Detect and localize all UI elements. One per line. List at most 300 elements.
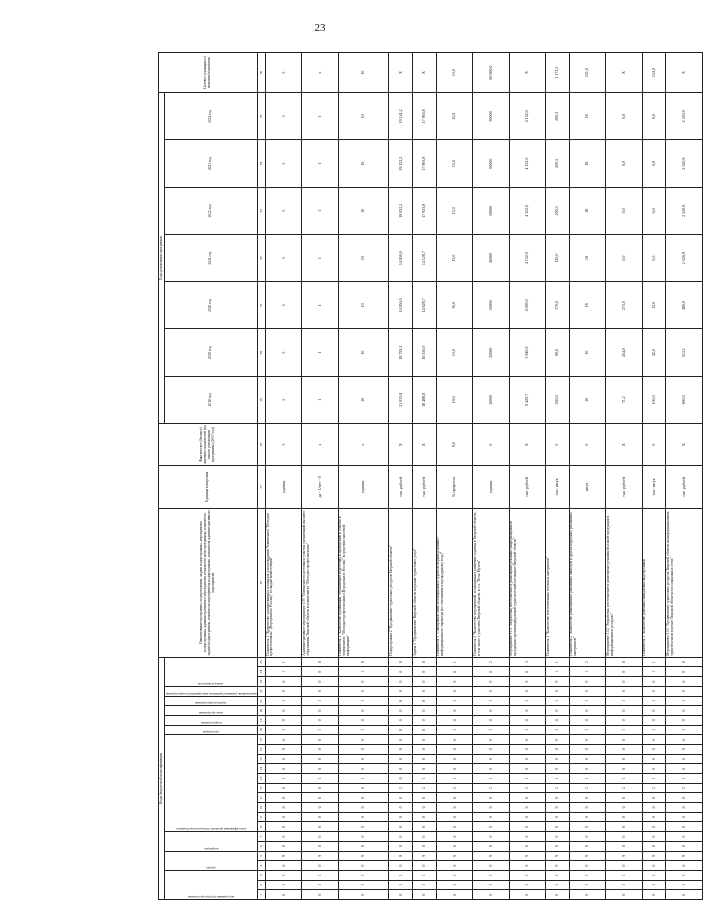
column-index-cell: 26 xyxy=(257,508,265,657)
year-value-cell: 4 152,0 xyxy=(509,140,545,187)
code-cell: 0 xyxy=(302,832,338,842)
year-value-cell: 10 xyxy=(338,376,388,423)
column-index-cell: 33 xyxy=(257,187,265,234)
code-cell: 1 xyxy=(545,774,569,784)
code-cell: 0 xyxy=(266,822,302,832)
code-cell: 1 xyxy=(606,870,642,880)
base-value-cell: 0 xyxy=(545,423,569,465)
code-cell: 0 xyxy=(338,822,388,832)
header-section: раздел xyxy=(164,851,257,870)
code-cell: 9 xyxy=(545,851,569,861)
code-cell: 0 xyxy=(266,793,302,803)
code-cell: 0 xyxy=(338,793,388,803)
table-row xyxy=(666,53,703,900)
code-cell: 0 xyxy=(389,832,413,842)
column-index-cell: 14 xyxy=(257,764,265,774)
code-cell: 2 xyxy=(642,783,666,793)
code-cell: 0 xyxy=(266,832,302,842)
code-cell: 0 xyxy=(338,745,388,755)
code-cell: 0 xyxy=(509,841,545,851)
code-cell: 0 xyxy=(389,861,413,871)
code-cell: 0 xyxy=(666,667,703,677)
code-cell: 0 xyxy=(302,677,338,687)
code-cell: 0 xyxy=(302,803,338,813)
code-cell: 0 xyxy=(606,793,642,803)
code-cell: 0 xyxy=(666,657,703,667)
indicator-name-cell: Показатель 1 "Количество организованных площадок для проведения Чемпионата "Молодые профессионалы" (Ворлдскиллс Россия)" по видам компетенций" xyxy=(266,508,302,657)
indicator-name-cell: Мероприятие 1.01 "Разработка, изготовление и размещение рекламно-информационной продукции, пропагандирующей туристический потенциал Тверской области" xyxy=(509,508,545,657)
year-value-cell: 60000 xyxy=(473,93,509,140)
header-year-2018: 2018 год xyxy=(164,376,257,423)
code-cell: 0 xyxy=(606,677,642,687)
code-cell: 0 xyxy=(302,793,338,803)
code-cell: 0 xyxy=(473,715,509,725)
code-cell: 1 xyxy=(338,725,388,735)
code-cell: 0 xyxy=(606,754,642,764)
code-cell: 2 xyxy=(666,783,703,793)
code-cell: 0 xyxy=(642,803,666,813)
header-subsection: подраздел xyxy=(164,832,257,851)
code-cell: 1 xyxy=(436,696,472,706)
indicator-name-cell: Показатель 1 "Количество рекламно-имиджевых видеороликов" xyxy=(642,508,666,657)
code-cell: 0 xyxy=(545,677,569,687)
header-goal: цель программы xyxy=(164,706,257,716)
code-cell: 0 xyxy=(642,686,666,696)
code-cell: 0 xyxy=(413,861,437,871)
code-cell: 0 xyxy=(338,706,388,716)
code-cell: 0 xyxy=(606,832,642,842)
code-cell: 0 xyxy=(389,735,413,745)
code-cell: 1 xyxy=(302,880,338,890)
year-value-cell: 1 xyxy=(302,187,338,234)
column-index-cell: 2 xyxy=(257,880,265,890)
year-value-cell: 10 xyxy=(338,140,388,187)
code-cell: 0 xyxy=(413,686,437,696)
code-cell: 0 xyxy=(266,803,302,813)
code-cell: 0 xyxy=(569,803,605,813)
year-value-cell: 2 520,9 xyxy=(666,93,703,140)
code-cell: 0 xyxy=(642,822,666,832)
code-cell: 9 xyxy=(666,851,703,861)
code-cell: 0 xyxy=(302,706,338,716)
code-cell: 0 xyxy=(302,715,338,725)
year-value-cell: 17 963,8 xyxy=(413,93,437,140)
header-year-2019: 2019 год xyxy=(164,329,257,376)
code-cell: 0 xyxy=(389,686,413,696)
code-cell: 1 xyxy=(436,880,472,890)
code-cell: 0 xyxy=(338,754,388,764)
code-cell: 0 xyxy=(436,715,472,725)
code-cell: 0 xyxy=(606,745,642,755)
code-cell: 0 xyxy=(642,745,666,755)
code-cell: 0 xyxy=(606,764,642,774)
column-index-cell: 29 xyxy=(257,376,265,423)
code-cell: 0 xyxy=(302,754,338,764)
code-cell: 0 xyxy=(302,812,338,822)
code-cell: 0 xyxy=(569,793,605,803)
code-cell: 1 xyxy=(266,774,302,784)
code-cell: 0 xyxy=(473,861,509,871)
year-value-cell: 170,0 xyxy=(545,282,569,329)
code-cell: 0 xyxy=(473,677,509,687)
year-value-cell: 10 xyxy=(338,282,388,329)
column-index-cell: 25 xyxy=(257,657,265,667)
code-cell: 1 xyxy=(569,725,605,735)
year-value-cell: 200,3 xyxy=(545,187,569,234)
code-cell: 1 xyxy=(389,880,413,890)
header-admin-code: код администратора программы xyxy=(164,870,257,899)
code-cell: 0 xyxy=(545,735,569,745)
result-cell: Х xyxy=(509,53,545,93)
code-cell: 0 xyxy=(509,677,545,687)
year-value-cell: 0,0 xyxy=(642,140,666,187)
code-cell: 0 xyxy=(266,890,302,900)
code-cell: 1 xyxy=(666,880,703,890)
code-cell: 0 xyxy=(436,764,472,774)
code-cell: 0 xyxy=(302,686,338,696)
column-index-cell: 16 xyxy=(257,745,265,755)
unit-cell: % прироста xyxy=(436,466,472,508)
code-cell: 0 xyxy=(266,715,302,725)
year-value-cell: 10 xyxy=(338,187,388,234)
code-cell: 1 xyxy=(569,870,605,880)
year-value-cell: 0,0 xyxy=(606,93,642,140)
code-cell: 0 xyxy=(302,861,338,871)
code-cell: 1 xyxy=(266,667,302,677)
code-cell: 1 xyxy=(545,870,569,880)
code-cell: 0 xyxy=(509,822,545,832)
result-cell: 60 000,0 xyxy=(473,53,509,93)
code-cell: 0 xyxy=(302,735,338,745)
table-row xyxy=(413,53,437,900)
base-value-cell: Х xyxy=(666,423,703,465)
column-index-cell: 11 xyxy=(257,793,265,803)
code-cell: 0 xyxy=(666,686,703,696)
year-value-cell: 4 152,0 xyxy=(509,187,545,234)
year-value-cell: 19 122,2 xyxy=(389,140,413,187)
code-cell: 0 xyxy=(473,793,509,803)
year-value-cell: 12,0 xyxy=(642,282,666,329)
code-cell: 0 xyxy=(413,696,437,706)
header-subprogram: подпрограмма xyxy=(164,715,257,725)
result-cell: Х xyxy=(413,53,437,93)
year-value-cell: 0,0 xyxy=(642,187,666,234)
code-cell: 0 xyxy=(338,832,388,842)
table-row xyxy=(389,53,413,900)
code-cell: 0 xyxy=(509,764,545,774)
year-value-cell: 2 520,9 xyxy=(666,187,703,234)
code-cell: 1 xyxy=(509,725,545,735)
code-cell: 2 xyxy=(436,783,472,793)
code-cell: 1 xyxy=(338,696,388,706)
code-cell: 1 xyxy=(569,774,605,784)
code-cell: 0 xyxy=(666,706,703,716)
code-cell: 0 xyxy=(545,861,569,871)
code-cell: 0 xyxy=(413,667,437,677)
code-cell: 9 xyxy=(473,851,509,861)
year-value-cell: 15,0 xyxy=(436,93,472,140)
code-cell: 0 xyxy=(509,745,545,755)
column-index-cell: 18 xyxy=(257,725,265,735)
code-cell: 1 xyxy=(266,657,302,667)
code-cell: 0 xyxy=(473,667,509,677)
column-index-cell: 35 xyxy=(257,93,265,140)
code-cell: 0 xyxy=(338,657,388,667)
year-value-cell: 120,0 xyxy=(545,234,569,281)
code-cell: 0 xyxy=(436,841,472,851)
code-cell: 0 xyxy=(666,861,703,871)
code-cell: 0 xyxy=(389,803,413,813)
column-index-cell: 8 xyxy=(257,822,265,832)
column-index-cell: 17 xyxy=(257,735,265,745)
code-cell: 0 xyxy=(389,841,413,851)
indicator-name-cell: Мероприятие 1.03 "Продвижение туристских ресурсов Тверской области на информационном туристическом портале Тверской области и в социальных сетях" xyxy=(666,508,703,657)
code-cell: 0 xyxy=(389,696,413,706)
header-task: задача подпрограммы xyxy=(164,696,257,706)
code-cell: 9 xyxy=(302,851,338,861)
code-cell: 0 xyxy=(473,735,509,745)
code-cell: 1 xyxy=(338,880,388,890)
column-index-cell: 23 xyxy=(257,677,265,687)
base-value-cell: 9,0 xyxy=(436,423,472,465)
code-cell: 0 xyxy=(338,783,388,793)
year-value-cell: 20000 xyxy=(473,329,509,376)
table-row xyxy=(338,53,388,900)
code-cell: 0 xyxy=(436,803,472,813)
code-cell: 0 xyxy=(389,793,413,803)
code-cell: 0 xyxy=(389,890,413,900)
code-cell: 0 xyxy=(606,861,642,871)
code-cell: 0 xyxy=(413,677,437,687)
code-cell: 0 xyxy=(338,812,388,822)
indicator-name-cell: Задача 1 "Продвижение Тверской области на рынке туристских услуг" xyxy=(413,508,437,657)
header-unit: Единица измерения xyxy=(159,466,258,508)
year-value-cell: 100,0 xyxy=(642,376,666,423)
year-value-cell: 17 963,8 xyxy=(413,140,437,187)
table-row xyxy=(642,53,666,900)
unit-cell: тыс. рублей xyxy=(413,466,437,508)
base-value-cell: Х xyxy=(606,423,642,465)
code-cell: 9 xyxy=(338,851,388,861)
year-value-cell: 480,0 xyxy=(666,282,703,329)
code-cell: 0 xyxy=(666,890,703,900)
code-cell: 0 xyxy=(569,686,605,696)
year-value-cell: 14 850,0 xyxy=(389,234,413,281)
code-cell: 0 xyxy=(413,890,437,900)
code-cell: 0 xyxy=(666,754,703,764)
code-cell: 0 xyxy=(569,861,605,871)
code-cell: 0 xyxy=(569,715,605,725)
unit-cell: тыс. рублей xyxy=(666,466,703,508)
code-cell: 0 xyxy=(642,735,666,745)
header-target-article: классификация целевой статьи расхода бюджета xyxy=(164,735,257,832)
code-cell: 1 xyxy=(545,667,569,677)
code-cell: 0 xyxy=(545,764,569,774)
code-cell: 0 xyxy=(389,812,413,822)
code-cell: 9 xyxy=(389,851,413,861)
column-index-row xyxy=(257,53,265,900)
code-cell: 0 xyxy=(666,812,703,822)
year-value-cell: 71,2 xyxy=(606,376,642,423)
year-value-cell: 5 xyxy=(266,376,302,423)
code-cell: 0 xyxy=(666,803,703,813)
column-index-cell: 22 xyxy=(257,686,265,696)
code-cell: 0 xyxy=(642,890,666,900)
code-cell: 1 xyxy=(642,657,666,667)
code-cell: 9 xyxy=(642,851,666,861)
header-name: Наименование программы, подпрограммы, задачи подпрограммы, мероприятия подпрограммы, административного мероприятия, показателя цели программы, показателя задачи подпрограммы, показателя мероприятия подпрограммы, показателя административного мероприятия xyxy=(159,508,258,657)
code-cell: 0 xyxy=(413,715,437,725)
year-value-cell: 5 xyxy=(266,329,302,376)
indicator-name-cell: Подпрограмма 2 "Продвижение туристских ресурсов Тверской области" xyxy=(389,508,413,657)
code-cell: 0 xyxy=(338,890,388,900)
header-indicator-number: номер показателя xyxy=(164,657,257,686)
code-cell: 0 xyxy=(509,803,545,813)
code-cell: 0 xyxy=(666,832,703,842)
code-cell: 0 xyxy=(338,715,388,725)
header-year-2024: 2024 год xyxy=(164,93,257,140)
code-cell: 0 xyxy=(569,735,605,745)
code-cell: 1 xyxy=(338,870,388,880)
code-cell: 1 xyxy=(413,774,437,784)
unit-cell: тыс. штук xyxy=(642,466,666,508)
year-value-cell: 200,3 xyxy=(545,140,569,187)
code-cell: 0 xyxy=(545,745,569,755)
code-cell: 0 xyxy=(436,812,472,822)
code-cell: 0 xyxy=(413,657,437,667)
code-cell: 0 xyxy=(666,735,703,745)
code-cell: 1 xyxy=(473,774,509,784)
code-cell: 2 xyxy=(569,657,605,667)
year-value-cell: 17 953,8 xyxy=(413,187,437,234)
code-cell: 1 xyxy=(545,657,569,667)
code-cell: 0 xyxy=(473,764,509,774)
header-years: Годы реализации программы xyxy=(159,93,165,424)
code-cell: 0 xyxy=(436,667,472,677)
code-cell: 0 xyxy=(642,832,666,842)
unit-cell: тыс. рублей xyxy=(389,466,413,508)
year-value-cell: 454,0 xyxy=(606,329,642,376)
indicator-name-cell: Показатель 1 "Количество публикаций, отражающих подготовку к проведению и участие в чемпионатах "Молодые профессионалы (Ворлдскиллс Россия)" в средствах массовой информации" xyxy=(338,508,388,657)
code-cell: 0 xyxy=(436,706,472,716)
code-cell: 0 xyxy=(642,706,666,716)
code-cell: 1 xyxy=(666,774,703,784)
code-cell: 0 xyxy=(302,745,338,755)
code-cell: 1 xyxy=(302,696,338,706)
code-cell: 0 xyxy=(266,686,302,696)
indicator-name-cell: Показатель 2 "Количество размещенных рекламных баннеров и других наружных рекламных материалов" xyxy=(569,508,605,657)
year-value-cell: 5 xyxy=(266,187,302,234)
code-cell: 0 xyxy=(389,657,413,667)
year-value-cell: 200,0 xyxy=(545,376,569,423)
code-cell: 0 xyxy=(509,735,545,745)
year-value-cell: 275,0 xyxy=(606,282,642,329)
code-cell: 0 xyxy=(266,841,302,851)
code-cell: 0 xyxy=(338,861,388,871)
code-cell: 1 xyxy=(302,774,338,784)
indicator-name-cell: Показатель 1 "Совокупный охват потенциальных туристов мерами рекламно-информационного характера (по отношению к предыдущему году)" xyxy=(436,508,472,657)
year-value-cell: 19 052,2 xyxy=(389,187,413,234)
column-index-cell: 5 xyxy=(257,851,265,861)
code-cell: 0 xyxy=(473,822,509,832)
year-value-cell: 16 550,0 xyxy=(413,329,437,376)
result-cell: 121,0 xyxy=(569,53,605,93)
year-value-cell: 1 xyxy=(302,282,338,329)
code-cell: 2 xyxy=(606,783,642,793)
code-cell: 1 xyxy=(473,880,509,890)
code-cell: 0 xyxy=(509,812,545,822)
code-cell: 0 xyxy=(545,754,569,764)
code-cell: 0 xyxy=(436,686,472,696)
year-value-cell: 10 xyxy=(569,329,605,376)
code-cell: 0 xyxy=(545,793,569,803)
result-cell: Х xyxy=(606,53,642,93)
year-value-cell: 18 xyxy=(569,187,605,234)
code-cell: 0 xyxy=(642,861,666,871)
code-cell: 0 xyxy=(545,832,569,842)
code-cell: 0 xyxy=(642,764,666,774)
code-cell: 0 xyxy=(413,764,437,774)
header-result: Целевое (суммарное) значение показателя xyxy=(159,53,258,93)
result-cell: 1 173,5 xyxy=(545,53,569,93)
column-index-cell: 21 xyxy=(257,696,265,706)
code-cell: 0 xyxy=(606,841,642,851)
result-cell: 154,0 xyxy=(642,53,666,93)
code-cell: 0 xyxy=(389,706,413,716)
code-cell: 0 xyxy=(606,706,642,716)
code-cell: 0 xyxy=(569,677,605,687)
code-cell: 0 xyxy=(642,754,666,764)
year-value-cell: 14 628,7 xyxy=(413,282,437,329)
code-cell: 9 xyxy=(266,851,302,861)
code-cell: 0 xyxy=(436,832,472,842)
unit-cell: тыс. штук xyxy=(545,466,569,508)
result-cell: 10 xyxy=(338,53,388,93)
unit-cell: единиц xyxy=(473,466,509,508)
year-value-cell: 42,0 xyxy=(642,329,666,376)
code-cell: 1 xyxy=(642,774,666,784)
code-cell: 2 xyxy=(545,783,569,793)
column-index-cell: 32 xyxy=(257,234,265,281)
code-cell: 0 xyxy=(436,745,472,755)
column-index-cell: 9 xyxy=(257,812,265,822)
code-cell: 1 xyxy=(338,667,388,677)
code-cell: 0 xyxy=(266,861,302,871)
code-cell: 0 xyxy=(413,841,437,851)
code-cell: 9 xyxy=(509,851,545,861)
code-cell: 0 xyxy=(436,890,472,900)
code-cell: 0 xyxy=(642,793,666,803)
column-index-cell: 4 xyxy=(257,861,265,871)
code-cell: 1 xyxy=(642,696,666,706)
indicator-name-cell: Показатель 1 "Количество изготовленных печатных материалов" xyxy=(545,508,569,657)
code-cell: 0 xyxy=(436,735,472,745)
year-value-cell: 4 095,0 xyxy=(509,282,545,329)
code-cell: 0 xyxy=(302,667,338,677)
year-value-cell: 0,0 xyxy=(606,187,642,234)
table-row xyxy=(266,53,302,900)
year-value-cell: 40000 xyxy=(473,234,509,281)
year-value-cell: 18 xyxy=(569,282,605,329)
code-cell: 9 xyxy=(606,851,642,861)
code-cell: 0 xyxy=(266,735,302,745)
year-value-cell: 15,0 xyxy=(436,187,472,234)
year-value-cell: 0,0 xyxy=(642,234,666,281)
code-cell: 1 xyxy=(606,696,642,706)
base-value-cell: Х xyxy=(509,423,545,465)
year-value-cell: 18 xyxy=(569,93,605,140)
code-cell: 0 xyxy=(266,764,302,774)
